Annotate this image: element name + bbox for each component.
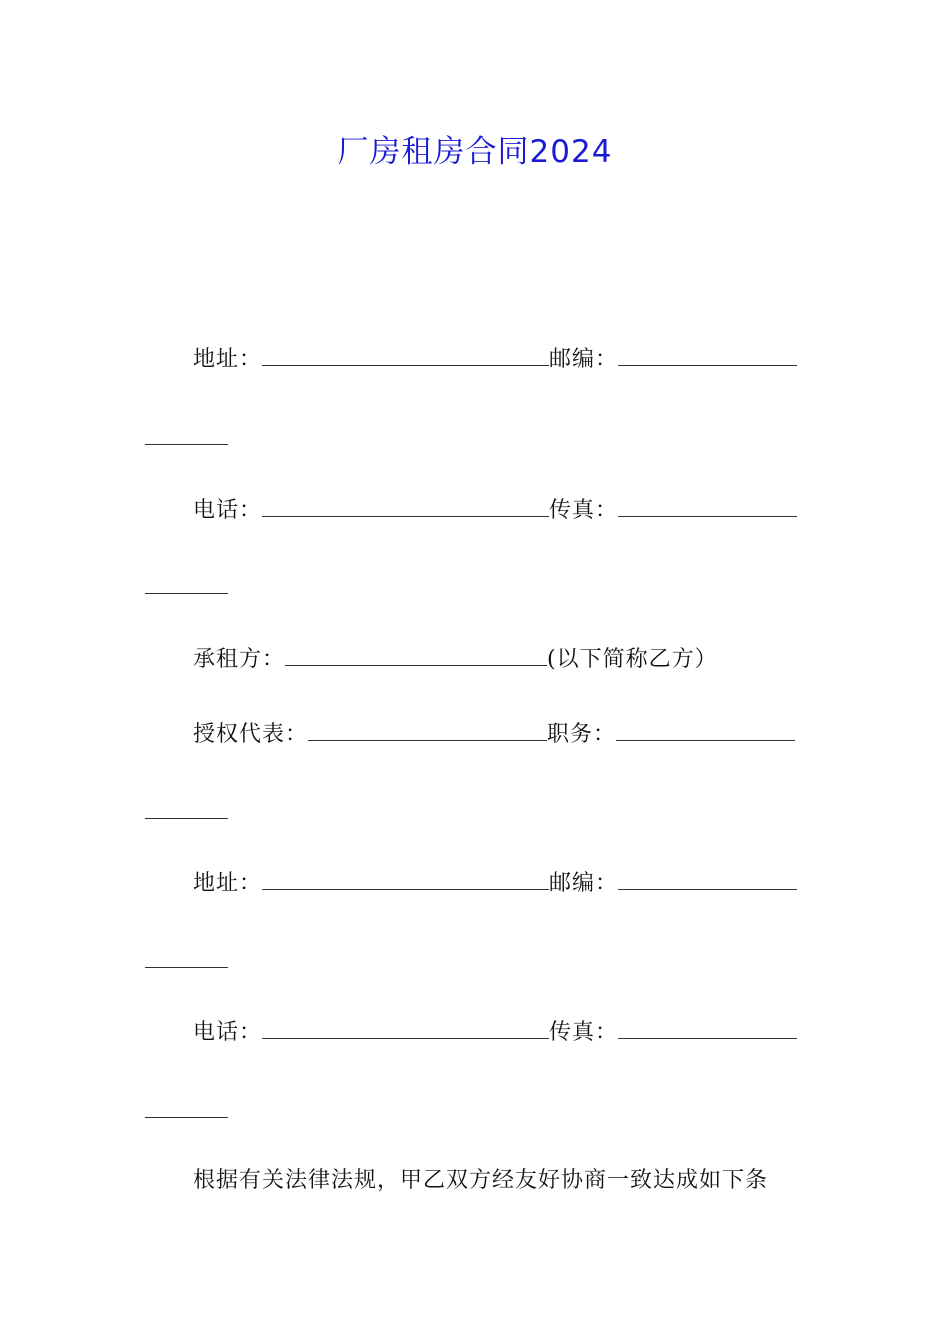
address-label: 地址：: [193, 871, 263, 896]
phone-blank[interactable]: [262, 1016, 549, 1039]
authorized-rep-row: [193, 718, 795, 750]
lessee-label: 承租方：: [193, 647, 286, 672]
authorized-rep-label: 授权代表：: [193, 722, 309, 747]
position-blank[interactable]: [616, 718, 795, 741]
fax-blank[interactable]: [618, 1016, 797, 1039]
lessee-row: [193, 643, 718, 675]
postcode-label: 邮编：: [549, 871, 619, 896]
postcode-blank[interactable]: [618, 343, 797, 366]
phone-label: 电话：: [193, 498, 263, 523]
page-title: 厂房租房合同2024: [337, 134, 613, 170]
fax-label: 传真：: [549, 1020, 619, 1045]
phone-blank[interactable]: [262, 494, 549, 517]
fax-blank-continuation[interactable]: [145, 1117, 228, 1118]
postcode-blank[interactable]: [618, 867, 797, 890]
fax-blank-continuation[interactable]: [145, 593, 228, 594]
postcode-blank-continuation[interactable]: [145, 444, 228, 445]
phone-row-2: [193, 1016, 797, 1048]
lessee-blank[interactable]: [285, 643, 547, 666]
address-blank[interactable]: [262, 867, 549, 890]
address-row-2: [193, 867, 797, 899]
fax-blank[interactable]: [618, 494, 797, 517]
address-blank[interactable]: [262, 343, 549, 366]
body-paragraph: 根据有关法律法规，甲乙双方经友好协商一致达成如下条: [193, 1168, 769, 1193]
postcode-blank-continuation[interactable]: [145, 967, 228, 968]
position-label: 职务：: [547, 722, 617, 747]
address-row-1: [193, 343, 797, 375]
phone-label: 电话：: [193, 1020, 263, 1045]
phone-row-1: [193, 494, 797, 526]
fax-label: 传真：: [549, 498, 619, 523]
authorized-rep-blank[interactable]: [308, 718, 547, 741]
address-label: 地址：: [193, 347, 263, 372]
postcode-label: 邮编：: [549, 347, 619, 372]
position-blank-continuation[interactable]: [145, 818, 228, 819]
lessee-note: (以下简称乙方）: [547, 647, 718, 672]
